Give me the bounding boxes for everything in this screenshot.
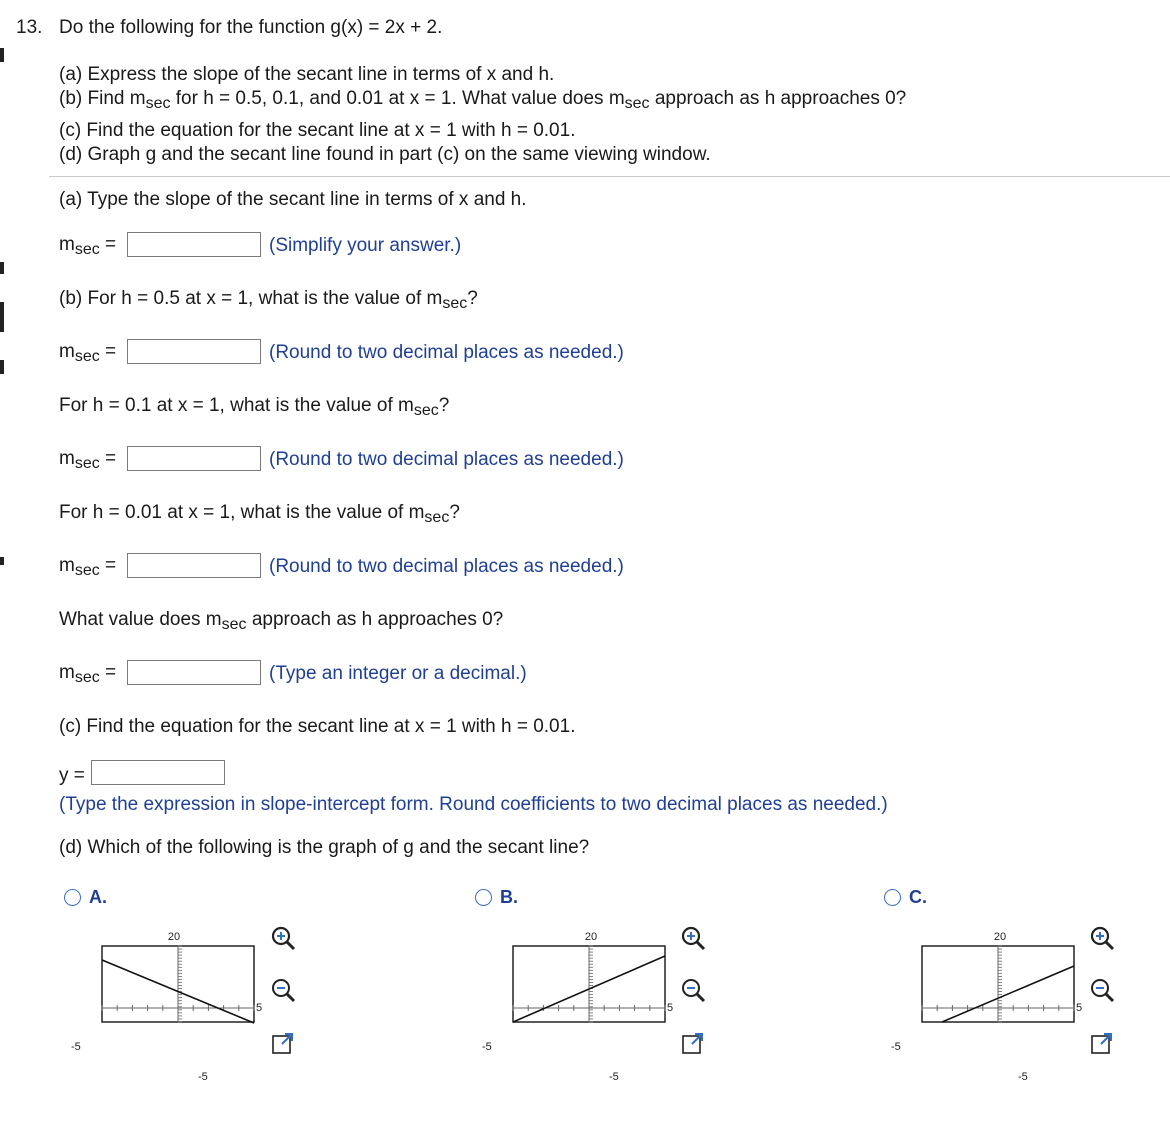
- sec-subscript: sec: [424, 509, 450, 526]
- m-letter: m: [59, 662, 75, 683]
- x-min-tick: -5: [71, 1041, 81, 1053]
- part-c-prompt: (c) Find the equation for the secant line at x = 1 with h = 0.01.: [59, 716, 576, 737]
- question-mark: ?: [438, 395, 450, 416]
- msec-h001-input[interactable]: [127, 553, 261, 578]
- x-max-tick: 5: [667, 1002, 674, 1014]
- round-hint-h001: (Round to two decimal places as needed.): [269, 556, 624, 577]
- sec-subscript: sec: [74, 241, 100, 258]
- integer-hint: (Type an integer or a decimal.): [269, 663, 527, 684]
- part-b-prompt-text: (b) For h = 0.5 at x = 1, what is the value of m: [59, 288, 443, 309]
- msec-h05-input[interactable]: [127, 339, 261, 364]
- option-c-label: C.: [909, 887, 927, 907]
- y-equals-label: y =: [59, 765, 85, 786]
- y-max-tick: 20: [167, 931, 181, 943]
- approach-prompt-post: approach as h approaches 0?: [246, 609, 504, 630]
- option-a-graph: [60, 926, 280, 1086]
- msec-label-h05: [59, 341, 116, 363]
- equals-sign: =: [105, 341, 117, 362]
- sec-subscript: sec: [74, 669, 100, 686]
- zoom-out-icon-c[interactable]: [1088, 976, 1116, 1004]
- equals-sign: =: [105, 234, 117, 255]
- left-edge-marks: [0, 0, 4, 1122]
- option-c-graph: [880, 926, 1100, 1086]
- equals-sign: =: [105, 448, 117, 469]
- msec-label-a: [59, 234, 116, 256]
- msec-label-h01: [59, 448, 116, 470]
- zoom-out-icon-b[interactable]: [679, 976, 707, 1004]
- y-min-tick: -5: [1018, 1071, 1028, 1083]
- zoom-out-icon-a[interactable]: [269, 976, 297, 1004]
- m-letter: m: [59, 448, 75, 469]
- function-line: [942, 966, 1074, 1022]
- instruction-d: (d) Graph g and the secant line found in part (c) on the same viewing window.: [59, 144, 711, 165]
- msec-limit-input[interactable]: [127, 660, 261, 685]
- y-min-tick: -5: [609, 1071, 619, 1083]
- zoom-in-icon-b[interactable]: [679, 924, 707, 952]
- h01-prompt-text: For h = 0.1 at x = 1, what is the value of m: [59, 395, 414, 416]
- x-min-tick: -5: [482, 1041, 492, 1053]
- instruction-b-text-3: approach as h approaches 0?: [649, 88, 907, 109]
- sec-subscript: sec: [74, 562, 100, 579]
- option-b[interactable]: [475, 887, 518, 908]
- zoom-in-icon-c[interactable]: [1088, 924, 1116, 952]
- enlarge-graph-icon-c[interactable]: [1088, 1030, 1116, 1058]
- option-a-radio[interactable]: [64, 889, 81, 906]
- msec-label-h001: [59, 555, 116, 577]
- slope-answer-input[interactable]: [127, 232, 261, 257]
- divider: [49, 176, 1170, 177]
- sec-subscript: sec: [413, 402, 439, 419]
- y-max-tick: 20: [584, 931, 598, 943]
- instruction-b-sub-1: sec: [145, 95, 171, 112]
- part-b-prompt: [59, 288, 478, 310]
- approach-prompt-pre: What value does m: [59, 609, 222, 630]
- equals-sign: =: [105, 555, 117, 576]
- option-b-label: B.: [500, 887, 518, 907]
- sec-subscript: sec: [74, 348, 100, 365]
- slope-intercept-hint: (Type the expression in slope-intercept form. Round coefficients to two decimal places as needed.): [59, 794, 888, 815]
- enlarge-graph-icon-a[interactable]: [269, 1030, 297, 1058]
- instruction-b: [59, 88, 906, 110]
- y-min-tick: -5: [198, 1071, 208, 1083]
- sec-subscript: sec: [74, 455, 100, 472]
- x-max-tick: 5: [256, 1002, 263, 1014]
- option-b-radio[interactable]: [475, 889, 492, 906]
- equals-sign: =: [105, 662, 117, 683]
- secant-equation-input[interactable]: [91, 760, 225, 785]
- msec-h01-input[interactable]: [127, 446, 261, 471]
- h001-prompt: [59, 502, 460, 524]
- zoom-in-icon-a[interactable]: [269, 924, 297, 952]
- sec-subscript: sec: [221, 616, 247, 633]
- sec-subscript: sec: [442, 295, 468, 312]
- instruction-a: (a) Express the slope of the secant line in terms of x and h.: [59, 64, 555, 85]
- simplify-hint: (Simplify your answer.): [269, 235, 462, 256]
- y-max-tick: 20: [993, 931, 1007, 943]
- h01-prompt: [59, 395, 449, 417]
- option-a-label: A.: [89, 887, 107, 907]
- m-letter: m: [59, 555, 75, 576]
- option-c[interactable]: [884, 887, 927, 908]
- question-number: 13.: [16, 17, 43, 38]
- h001-prompt-text: For h = 0.01 at x = 1, what is the value of m: [59, 502, 425, 523]
- x-max-tick: 5: [1076, 1002, 1083, 1014]
- instruction-c: (c) Find the equation for the secant line at x = 1 with h = 0.01.: [59, 120, 576, 141]
- round-hint-h05: (Round to two decimal places as needed.): [269, 342, 624, 363]
- msec-label-limit: [59, 662, 116, 684]
- enlarge-graph-icon-b[interactable]: [679, 1030, 707, 1058]
- option-b-graph: [471, 926, 691, 1086]
- m-letter: m: [59, 234, 75, 255]
- option-c-radio[interactable]: [884, 889, 901, 906]
- x-min-tick: -5: [891, 1041, 901, 1053]
- round-hint-h01: (Round to two decimal places as needed.): [269, 449, 624, 470]
- instruction-b-text-1: (b) Find m: [59, 88, 146, 109]
- part-a-prompt: (a) Type the slope of the secant line in terms of x and h.: [59, 189, 527, 210]
- instruction-b-text-2: for h = 0.5, 0.1, and 0.01 at x = 1. What value does m: [170, 88, 625, 109]
- question-mark: ?: [467, 288, 478, 309]
- question-intro: Do the following for the function g(x) = 2x + 2.: [59, 17, 443, 38]
- m-letter: m: [59, 341, 75, 362]
- part-d-prompt: (d) Which of the following is the graph of g and the secant line?: [59, 837, 590, 858]
- instruction-b-sub-2: sec: [624, 95, 650, 112]
- approach-prompt: [59, 609, 503, 631]
- question-mark: ?: [449, 502, 460, 523]
- option-a[interactable]: [64, 887, 107, 908]
